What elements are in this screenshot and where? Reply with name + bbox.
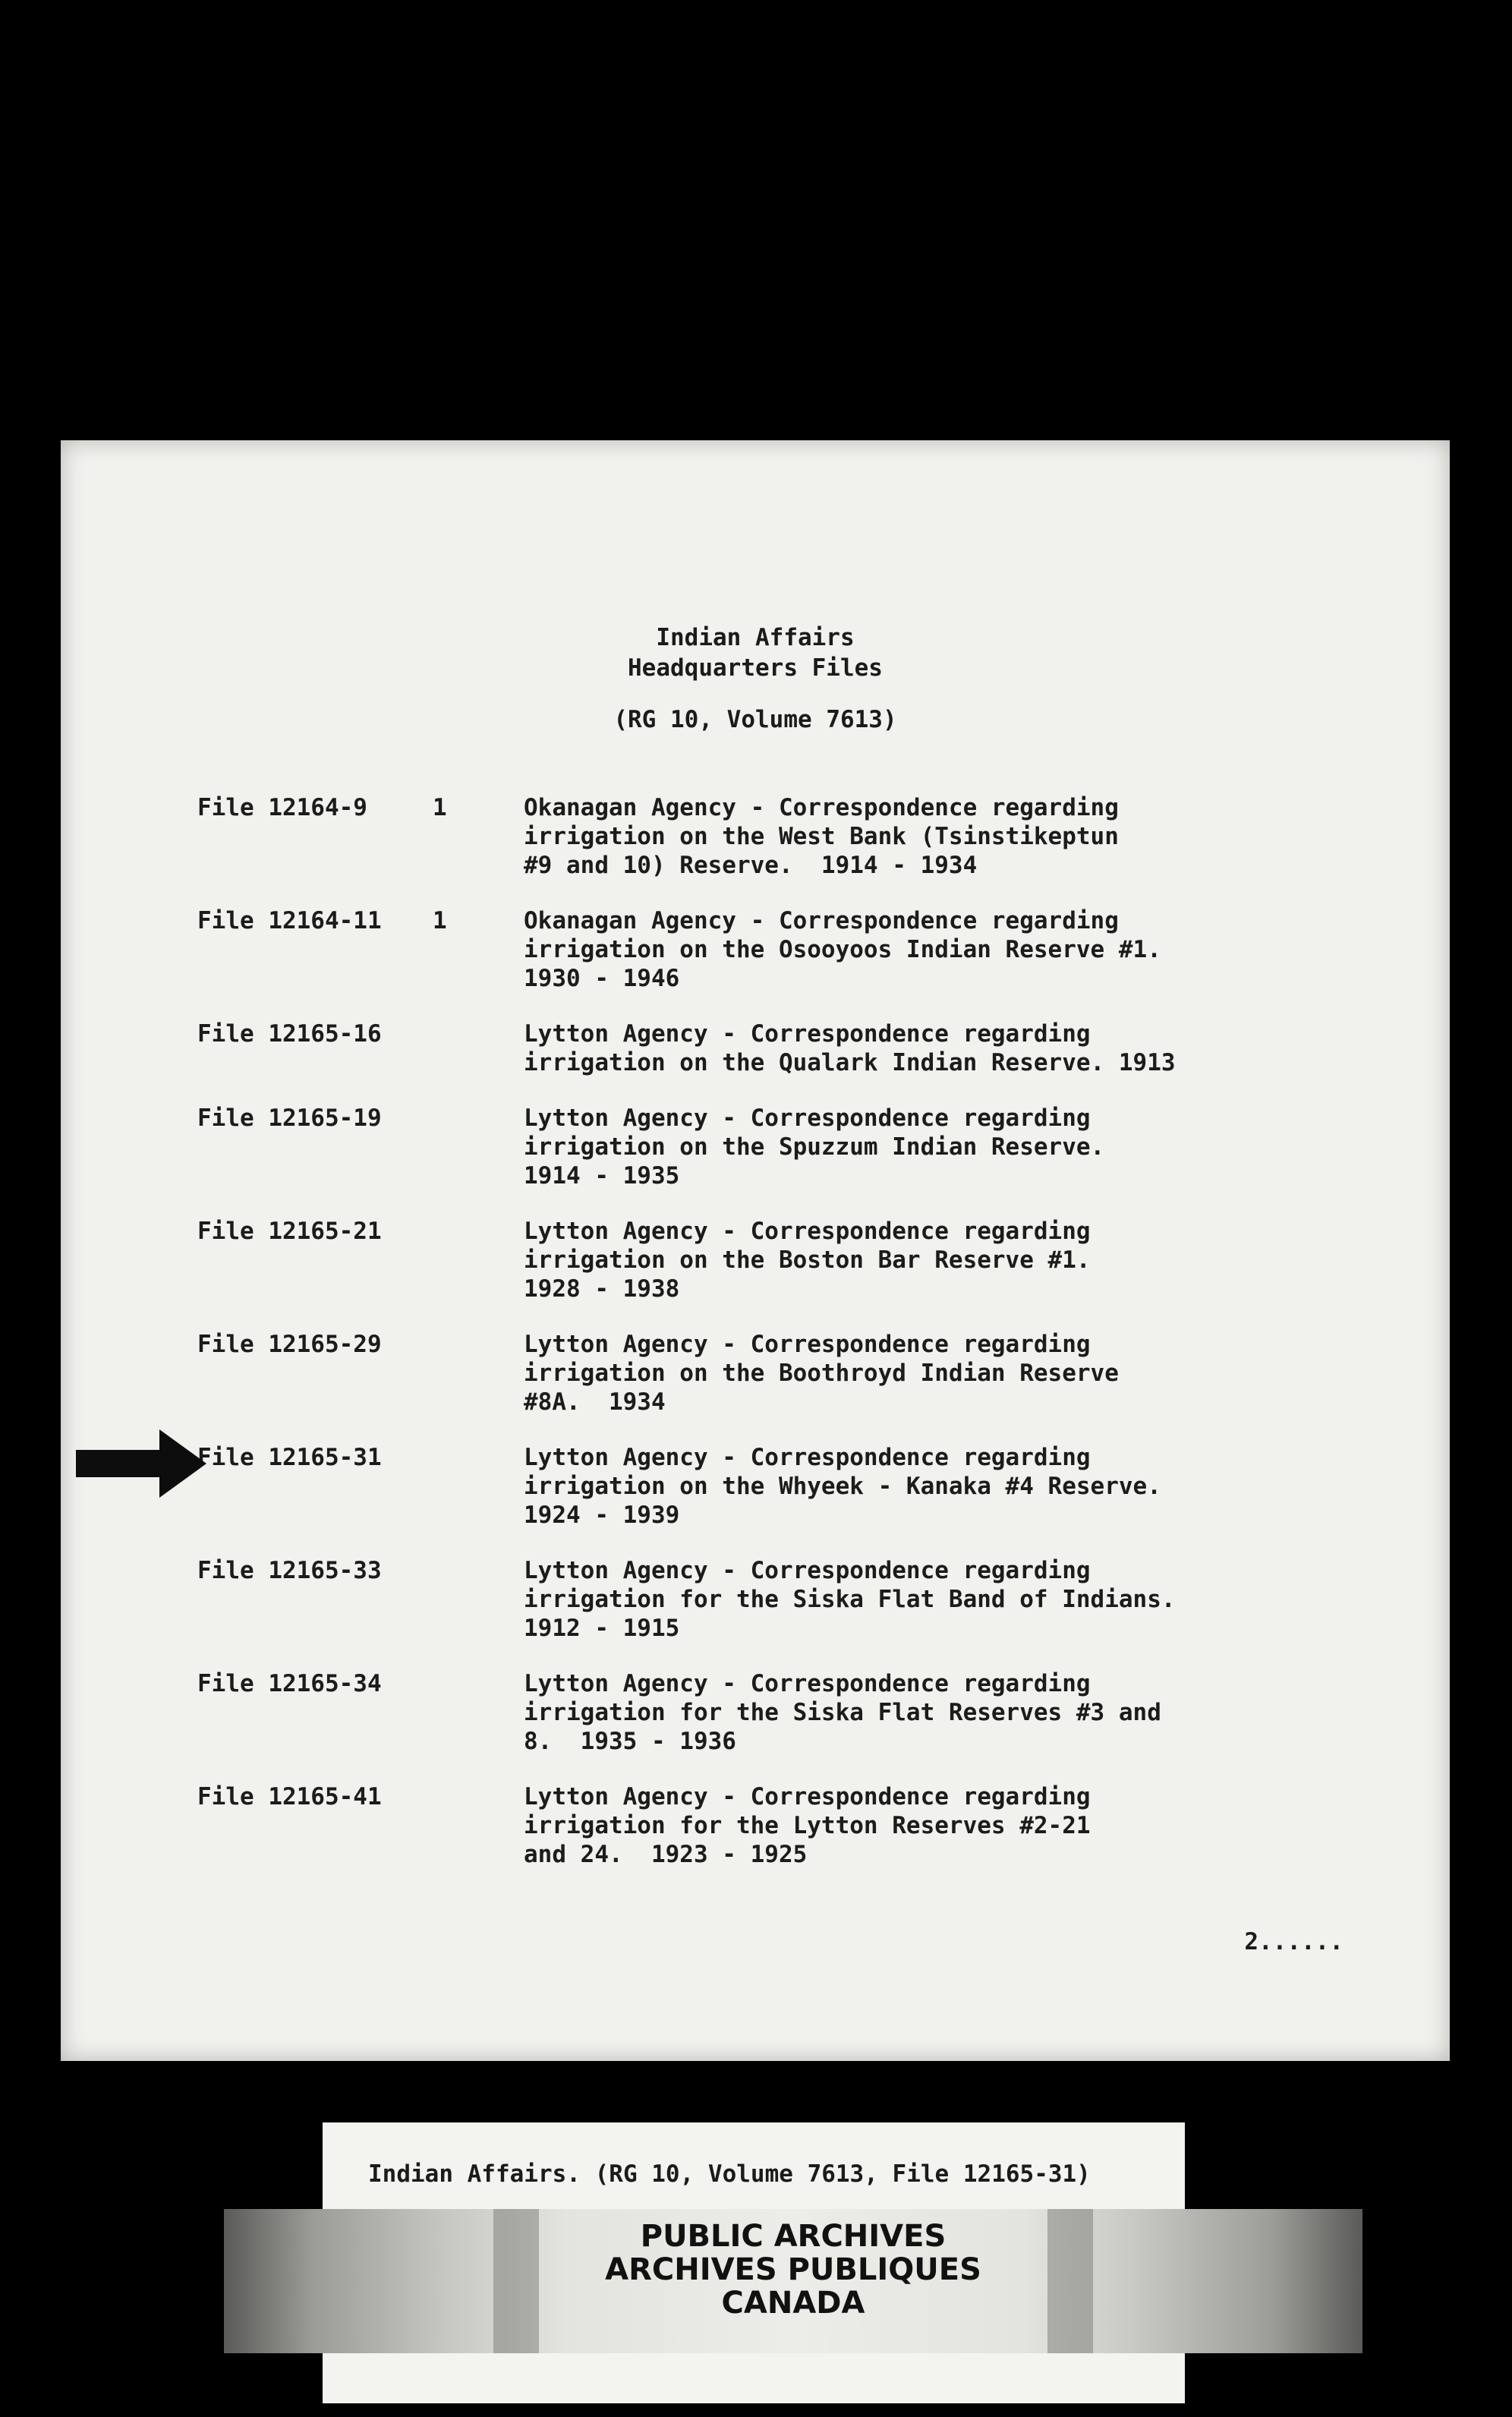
list-item [197,1217,1412,1303]
file-number: File 12165-34 [197,1670,382,1697]
file-number: File 12165-21 [197,1218,382,1245]
volume-count [433,1443,524,1530]
volume-count [433,1217,524,1303]
volume-count: 1 [433,907,447,934]
document-page [61,440,1450,2061]
list-item [197,1556,1412,1643]
header-volume: (RG 10, Volume 7613) [613,706,897,733]
volume-count: 1 [433,794,447,821]
pointer-arrow-icon [76,1426,209,1502]
list-item [197,1330,1412,1416]
list-item [197,1104,1412,1190]
file-description: Okanagan Agency - Correspondence regarding irrigation on the Osooyoos Indian Reserve #1. 1930 - 1946 [524,907,1161,992]
list-item [197,1443,1412,1530]
volume-count [433,1104,524,1190]
file-description: Lytton Agency - Correspondence regarding irrigation for the Lytton Reserves #2-21 and 24. 1923 - 1925 [524,1783,1091,1868]
header-subtitle: Headquarters Files [628,654,883,682]
file-number: File 12165-31 [197,1444,382,1471]
file-list [197,793,1412,1895]
header-title: Indian Affairs [656,624,855,651]
file-description: Lytton Agency - Correspondence regarding irrigation on the Qualark Indian Reserve. 1913 [524,1020,1176,1076]
file-number: File 12165-33 [197,1557,382,1584]
file-number: File 12165-41 [197,1783,382,1810]
file-description: Lytton Agency - Correspondence regarding irrigation for the Siska Flat Band of Indians. 1912 - 1915 [524,1557,1176,1642]
volume-count [433,1782,524,1869]
stamp-line-3: CANADA [721,2286,865,2321]
file-number: File 12164-11 [197,907,382,934]
volume-count [433,1669,524,1756]
file-number: File 12165-19 [197,1105,382,1132]
file-number: File 12164-9 [197,794,367,821]
archives-stamp [224,2209,1362,2353]
list-item [197,1669,1412,1756]
stamp-line-1: PUBLIC ARCHIVES [640,2219,947,2254]
list-item [197,1782,1412,1869]
file-number: File 12165-29 [197,1331,382,1358]
file-description: Lytton Agency - Correspondence regarding irrigation on the Boothroyd Indian Reserve #8A. 1934 [524,1331,1119,1416]
volume-count [433,1019,524,1077]
list-item [197,906,1412,993]
file-description: Lytton Agency - Correspondence regarding irrigation on the Boston Bar Reserve #1. 1928 - 1938 [524,1218,1091,1303]
list-item [197,1019,1412,1077]
file-description: Lytton Agency - Correspondence regarding irrigation for the Siska Flat Reserves #3 and 8. 1935 - 1936 [524,1670,1161,1755]
volume-count [433,1556,524,1643]
archive-label-text: Indian Affairs. (RG 10, Volume 7613, File 12165-31) [368,2160,1091,2188]
page-number: 2...... [1244,1928,1343,1955]
stamp-line-2: ARCHIVES PUBLIQUES [605,2252,981,2287]
volume-count [433,1330,524,1416]
file-description: Okanagan Agency - Correspondence regarding irrigation on the West Bank (Tsinstikeptun #9 and 10) Reserve. 1914 - 1934 [524,794,1119,879]
file-description: Lytton Agency - Correspondence regarding irrigation on the Whyeek - Kanaka #4 Reserve. 1924 - 1939 [524,1444,1161,1529]
file-number: File 12165-16 [197,1020,382,1048]
file-description: Lytton Agency - Correspondence regarding irrigation on the Spuzzum Indian Reserve. 1914 - 1935 [524,1105,1105,1190]
list-item [197,793,1412,880]
